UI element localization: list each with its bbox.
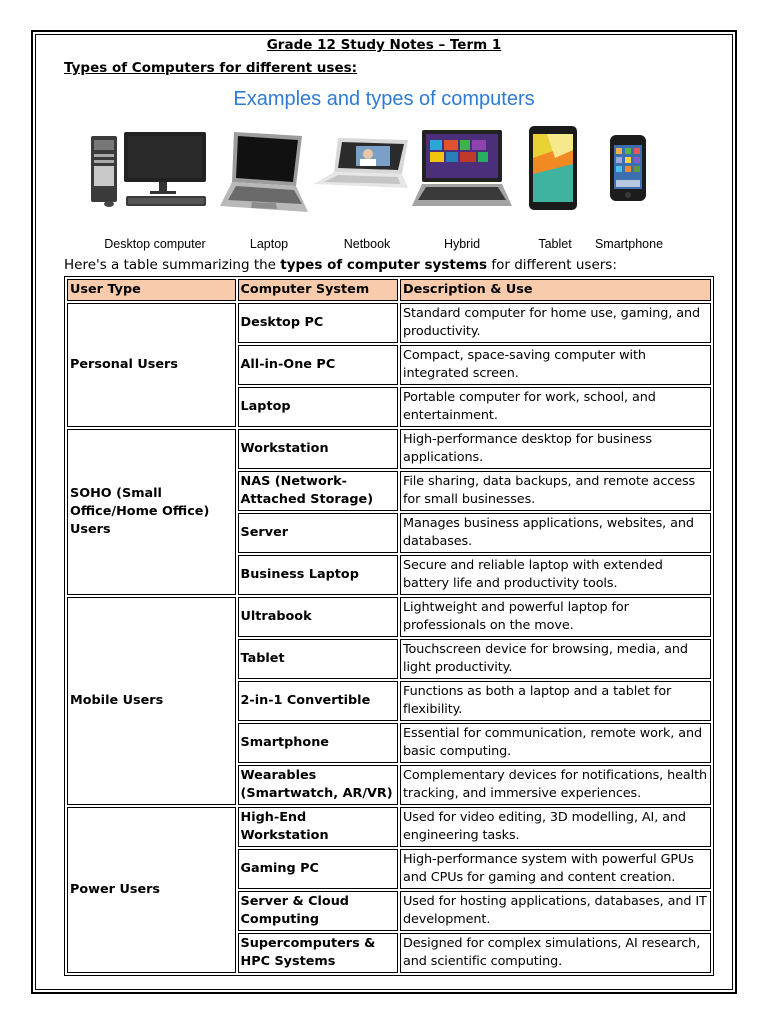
system-cell: Smartphone [238, 723, 399, 763]
system-cell: All-in-One PC [238, 345, 399, 385]
system-cell: Desktop PC [238, 303, 399, 343]
system-cell: Tablet [238, 639, 399, 679]
system-cell: Gaming PC [238, 849, 399, 889]
description-cell: Designed for complex simulations, AI research, and scientific computing. [400, 933, 711, 973]
description-cell: High-performance system with powerful GPUs and CPUs for gaming and content creation. [400, 849, 711, 889]
system-cell: NAS (Network-Attached Storage) [238, 471, 399, 511]
caption-desktop-computer: Desktop computer [104, 237, 206, 251]
description-cell: Functions as both a laptop and a tablet for flexibility. [400, 681, 711, 721]
table-row [67, 807, 711, 847]
document-title: Grade 12 Study Notes – Term 1 [266, 37, 502, 53]
desktop-computer-icon [88, 128, 212, 212]
caption-netbook: Netbook [343, 237, 391, 251]
description-cell: Manages business applications, websites, and databases. [400, 513, 711, 553]
description-cell: Secure and reliable laptop with extended battery life and productivity tools. [400, 555, 711, 595]
description-cell: Touchscreen device for browsing, media, and light productivity. [400, 639, 711, 679]
user-type-cell: Power Users [67, 807, 236, 973]
system-cell: Server [238, 513, 399, 553]
caption-smartphone: Smartphone [594, 237, 664, 251]
intro-text-end: for different users: [487, 257, 617, 273]
system-cell: Workstation [238, 429, 399, 469]
tablet-icon [527, 124, 581, 212]
description-cell: Lightweight and powerful laptop for professionals on the move. [400, 597, 711, 637]
intro-text-bold: types of computer systems [280, 257, 488, 273]
computer-systems-table [64, 276, 714, 976]
description-cell: File sharing, data backups, and remote access for small businesses. [400, 471, 711, 511]
table-header-row [67, 279, 711, 301]
caption-tablet: Tablet [538, 237, 572, 251]
user-type-cell: SOHO (Small Office/Home Office) Users [67, 429, 236, 595]
system-cell: Server & Cloud Computing [238, 891, 399, 931]
description-cell: Used for video editing, 3D modelling, AI, and engineering tasks. [400, 807, 711, 847]
caption-hybrid: Hybrid [443, 237, 481, 251]
description-cell: Compact, space-saving computer with integrated screen. [400, 345, 711, 385]
table-row [67, 429, 711, 469]
description-cell: Used for hosting applications, databases, and IT development. [400, 891, 711, 931]
smartphone-icon [608, 133, 648, 203]
system-cell: Laptop [238, 387, 399, 427]
header-computer-system: Computer System [238, 279, 399, 301]
description-cell: Complementary devices for notifications, health tracking, and immersive experiences. [400, 765, 711, 805]
table-row [67, 597, 711, 637]
system-cell: 2-in-1 Convertible [238, 681, 399, 721]
description-cell: Standard computer for home use, gaming, and productivity. [400, 303, 711, 343]
description-cell: Essential for communication, remote work, and basic computing. [400, 723, 711, 763]
system-cell: Business Laptop [238, 555, 399, 595]
table-intro [64, 257, 617, 273]
system-cell: Ultrabook [238, 597, 399, 637]
system-cell: Supercomputers & HPC Systems [238, 933, 399, 973]
netbook-icon [312, 134, 410, 196]
description-cell: Portable computer for work, school, and entertainment. [400, 387, 711, 427]
description-cell: High-performance desktop for business applications. [400, 429, 711, 469]
header-user-type: User Type [67, 279, 236, 301]
table-row [67, 303, 711, 343]
laptop-icon [218, 128, 310, 218]
header-description-use: Description & Use [400, 279, 711, 301]
caption-laptop: Laptop [249, 237, 289, 251]
user-type-cell: Mobile Users [67, 597, 236, 805]
system-cell: High-End Workstation [238, 807, 399, 847]
system-cell: Wearables (Smartwatch, AR/VR) [238, 765, 399, 805]
intro-text-start: Here's a table summarizing the [64, 257, 281, 273]
document-subtitle: Types of Computers for different uses: [64, 60, 358, 76]
hybrid-icon [410, 126, 514, 210]
figure-title: Examples and types of computers [233, 88, 535, 110]
user-type-cell: Personal Users [67, 303, 236, 427]
